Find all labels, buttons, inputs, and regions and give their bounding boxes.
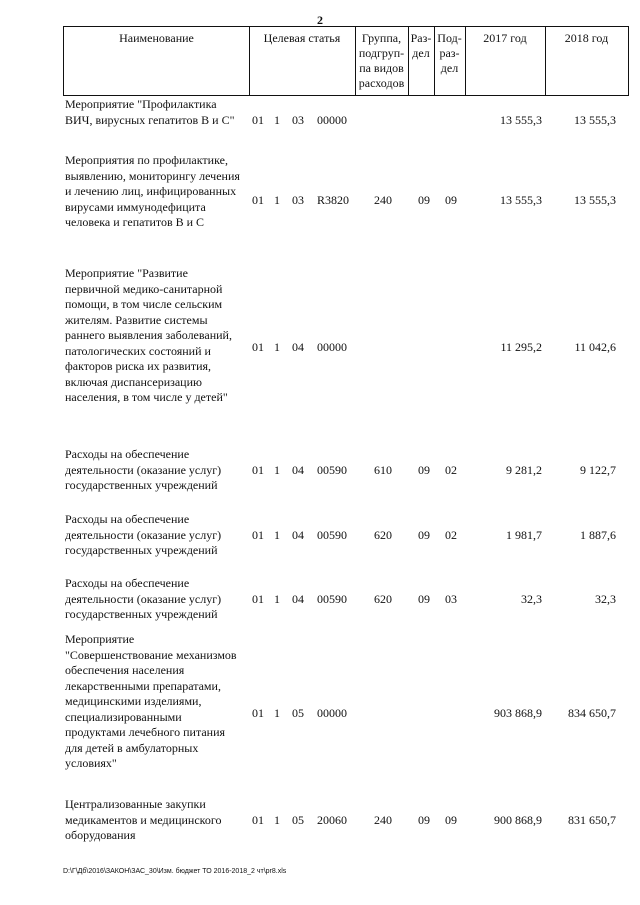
row-2018: 1 887,6 (580, 528, 616, 542)
row-cs1: 01 (252, 340, 264, 354)
row-group: 620 (374, 528, 392, 542)
row-cs3: 04 (292, 463, 304, 477)
row-cs3: 03 (292, 193, 304, 207)
row-2018: 11 042,6 (574, 340, 616, 354)
row-cs3: 04 (292, 340, 304, 354)
row-subsection: 02 (445, 463, 457, 477)
row-subsection: 03 (445, 592, 457, 606)
row-cs2: 1 (274, 463, 280, 477)
file-path-footer: D:\Г\Дб\2016\ЗАКОН\ЗАС_30\Изм. бюджет ТО 2016-2018_2 чт\pr8.xls (63, 868, 287, 875)
row-2018: 13 555,3 (574, 193, 616, 207)
row-name: Расходы на обеспечение деятельности (оказание услуг) государственных учреждений (65, 512, 222, 557)
row-subsection: 02 (445, 528, 457, 542)
row-2017: 11 295,2 (500, 340, 542, 354)
header-group: Группа, подгруп-па видов расходов (358, 31, 405, 90)
row-cs4: 00590 (317, 528, 347, 542)
row-cs1: 01 (252, 706, 264, 720)
row-cs2: 1 (274, 813, 280, 827)
row-2017: 13 555,3 (500, 193, 542, 207)
row-cs2: 1 (274, 528, 280, 542)
row-cs4: R3820 (317, 193, 350, 207)
header-name: Наименование (119, 31, 194, 45)
row-cs4: 00000 (317, 113, 347, 127)
row-cs4: 00000 (317, 706, 347, 720)
row-name: Мероприятие "Совершенствование механизмов обеспечения населения лекарственными препаратами, медицинскими изделиями, специализированными продуктами лечебного питания для детей в амбулаторных условиях" (65, 632, 237, 770)
row-cs3: 05 (292, 813, 304, 827)
row-2017: 32,3 (521, 592, 542, 606)
table-header (63, 26, 629, 96)
row-cs3: 04 (292, 528, 304, 542)
row-2018: 834 650,7 (568, 706, 616, 720)
row-2017: 9 281,2 (506, 463, 542, 477)
row-cs1: 01 (252, 193, 264, 207)
row-2017: 13 555,3 (500, 113, 542, 127)
header-target: Целевая статья (263, 31, 341, 45)
row-cs2: 1 (274, 592, 280, 606)
row-cs2: 1 (274, 706, 280, 720)
row-section: 09 (418, 813, 430, 827)
header-year-2017: 2017 год (483, 31, 527, 45)
row-2018: 831 650,7 (568, 813, 616, 827)
header-subsection: Под-раз-дел (437, 31, 462, 75)
row-2018: 13 555,3 (574, 113, 616, 127)
row-cs1: 01 (252, 592, 264, 606)
row-cs3: 03 (292, 113, 304, 127)
row-cs4: 00590 (317, 592, 347, 606)
row-name: Централизованные закупки медикаментов и медицинского оборудования (65, 797, 222, 842)
row-section: 09 (418, 193, 430, 207)
row-cs3: 04 (292, 592, 304, 606)
row-2018: 9 122,7 (580, 463, 616, 477)
row-section: 09 (418, 463, 430, 477)
row-group: 240 (374, 813, 392, 827)
row-2018: 32,3 (595, 592, 616, 606)
row-name: Мероприятие "Профилактика ВИЧ, вирусных гепатитов В и С" (65, 97, 235, 127)
row-section: 09 (418, 528, 430, 542)
row-name: Расходы на обеспечение деятельности (оказание услуг) государственных учреждений (65, 447, 222, 492)
row-subsection: 09 (445, 813, 457, 827)
row-2017: 903 868,9 (494, 706, 542, 720)
row-group: 610 (374, 463, 392, 477)
row-cs1: 01 (252, 113, 264, 127)
row-section: 09 (418, 592, 430, 606)
row-cs4: 20060 (317, 813, 347, 827)
row-cs3: 05 (292, 706, 304, 720)
row-name: Мероприятие "Развитие первичной медико-санитарной помощи, в том числе сельским жителям. Развитие системы раннего выявления заболеваний, патологических состояний и факторов риска их развития, включая диспансеризацию населения, в том числе у детей" (65, 266, 232, 404)
row-2017: 900 868,9 (494, 813, 542, 827)
row-group: 240 (374, 193, 392, 207)
row-cs1: 01 (252, 463, 264, 477)
row-cs1: 01 (252, 528, 264, 542)
row-cs4: 00590 (317, 463, 347, 477)
header-year-2018: 2018 год (564, 31, 609, 45)
row-subsection: 09 (445, 193, 457, 207)
row-cs2: 1 (274, 113, 280, 127)
page-number: 2 (317, 13, 323, 27)
row-group: 620 (374, 592, 392, 606)
row-cs2: 1 (274, 193, 280, 207)
row-cs1: 01 (252, 813, 264, 827)
row-name: Мероприятия по профилактике, выявлению, мониторингу лечения и лечению лиц, инфицированных вирусами иммунодефицита человека и гепатитов В и С (65, 153, 240, 229)
row-cs2: 1 (274, 340, 280, 354)
row-cs4: 00000 (317, 340, 347, 354)
row-name: Расходы на обеспечение деятельности (оказание услуг) государственных учреждений (65, 576, 222, 621)
header-section: Раз-дел (410, 31, 432, 60)
row-2017: 1 981,7 (506, 528, 542, 542)
